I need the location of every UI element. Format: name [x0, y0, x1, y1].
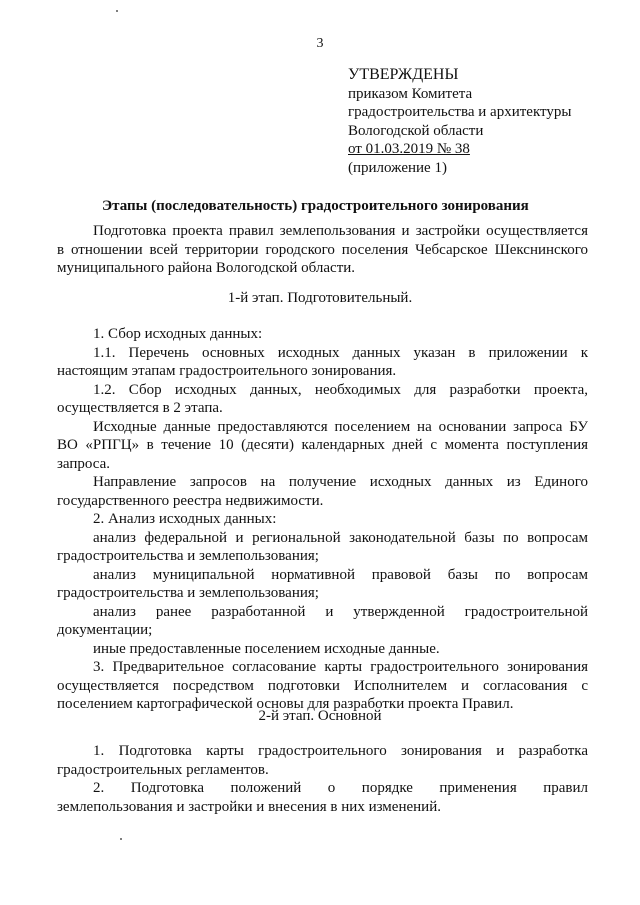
- approval-stamp: [348, 66, 571, 178]
- text-line: 1.1. Перечень основных исходных данных указан в приложении к: [93, 344, 588, 361]
- text-line: государственного реестра недвижимости.: [57, 492, 324, 509]
- text-line: осуществляется посредством подготовки Исполнителем и согласования с: [57, 677, 588, 694]
- text-line: 1.2. Сбор исходных данных, необходимых для разработки проекта,: [93, 381, 588, 398]
- text-line: 1. Сбор исходных данных:: [93, 326, 263, 342]
- page-number: 3: [316, 36, 324, 51]
- text-line: запроса.: [57, 455, 111, 472]
- stage-1-title: 1-й этап. Подготовительный.: [227, 290, 413, 306]
- text-line: землепользования и застройки и внесения в них изменений.: [57, 798, 441, 815]
- text-line: градостроительства и землепользования;: [57, 585, 319, 601]
- approval-appendix: (приложение 1): [348, 159, 447, 176]
- intro-paragraph: [57, 222, 588, 278]
- scan-speck: [120, 838, 122, 840]
- text-line: 2. Анализ исходных данных:: [93, 511, 277, 527]
- text-line: Исходные данные предоставляются поселением на основании запроса БУ: [93, 418, 588, 435]
- text-line: анализ федеральной и региональной законодательной базы по вопросам: [93, 529, 588, 546]
- text-line: 2. Подготовка положений о порядке применения правил: [93, 780, 588, 796]
- stage-2-title: 2-й этап. Основной: [258, 708, 382, 724]
- text-line: настоящим этапам градостроительного зонирования.: [57, 363, 397, 379]
- approval-line: градостроительства и архитектуры: [348, 104, 572, 121]
- text-line: Направление запросов на получение исходных данных из Единого: [93, 474, 588, 490]
- text-line: документации;: [57, 622, 153, 638]
- scan-speck: [116, 10, 118, 12]
- approval-order-date: от 01.03.2019 № 38: [348, 141, 470, 158]
- text-line: градостроительства и землепользования;: [57, 548, 319, 564]
- text-line: осуществляется в 2 этапа.: [57, 400, 223, 416]
- text-line: в отношении всей территории городского поселения Чебсарское Шекснинского: [57, 241, 588, 258]
- approval-line: приказом Комитета: [348, 85, 473, 102]
- text-line: анализ ранее разработанной и утвержденной градостроительной: [93, 603, 588, 620]
- text-line: Подготовка проекта правил землепользования и застройки осуществляется: [93, 223, 588, 239]
- stage-2-body: [57, 742, 588, 816]
- text-line: анализ муниципальной нормативной правовой базы по вопросам: [93, 566, 588, 583]
- text-line: градостроительных регламентов.: [57, 761, 269, 778]
- text-line: 1. Подготовка карты градостроительного зонирования и разработка: [93, 743, 588, 759]
- text-line: ВО «РПГЦ» в течение 10 (десяти) календарных дней с момента поступления: [57, 437, 588, 453]
- stage-1-body: [57, 325, 588, 714]
- approval-line: Вологодской области: [348, 122, 484, 139]
- document-heading: Этапы (последовательность) градостроительного зонирования: [102, 198, 529, 214]
- approval-title: УТВЕРЖДЕНЫ: [348, 66, 459, 83]
- text-line: поселением картографической основы для разработки проекта Правил.: [57, 696, 514, 712]
- text-line: иные предоставленные поселением исходные данные.: [93, 640, 440, 657]
- text-line: муниципального района Вологодской области.: [57, 260, 356, 276]
- text-line: 3. Предварительное согласование карты градостроительного зонирования: [93, 659, 588, 675]
